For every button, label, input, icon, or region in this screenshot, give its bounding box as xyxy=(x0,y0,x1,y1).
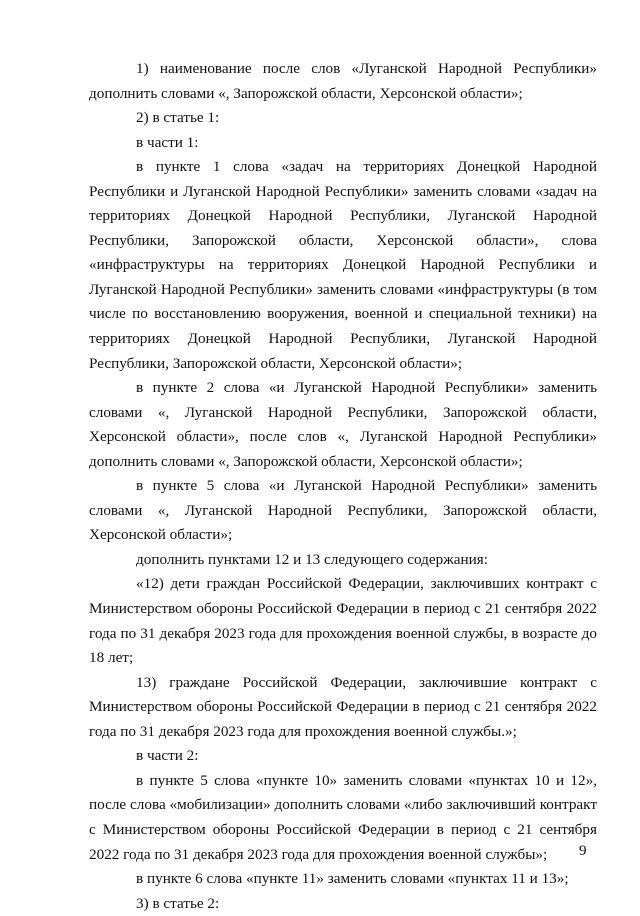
page-number: 9 xyxy=(579,843,587,859)
paragraph-10: в части 2: xyxy=(136,747,199,765)
paragraph-12: в пункте 6 слова «пункте 11» заменить словами «пунктах 11 и 13»; xyxy=(136,870,569,888)
paragraph-11: в пункте 5 слова «пункте 10» заменить словами «пунктах 10 и 12», после слова «мобилизации» дополнить словами «либо заключивший контракт с Министерством обороны Российской Федерации в период с 21 сентября 2022 года по 31 декабря 2023 года для прохождения военной службы»; xyxy=(89,771,597,863)
paragraph-13: 3) в статье 2: xyxy=(136,894,220,912)
document-body xyxy=(89,57,597,916)
paragraph-8: «12) дети граждан Российской Федерации, заключивших контракт с Министерством обороны Российской Федерации в период с 21 сентября 2022 года по 31 декабря 2023 года для прохождения военной службы, в возрасте до 18 лет; xyxy=(89,575,597,667)
paragraph-5: в пункте 2 слова «и Луганской Народной Республики» заменить словами «, Луганской Народной Республики, Запорожской области, Херсонской области», после слов «, Луганской Народной Республики» дополнить словами «, Запорожской области, Херсонской области»; xyxy=(89,379,597,470)
paragraph-3: в части 1: xyxy=(136,133,199,151)
paragraph-6: в пункте 5 слова «и Луганской Народной Республики» заменить словами «, Луганской Народной Республики, Запорожской области, Херсонской области»; xyxy=(89,477,597,544)
paragraph-2: 2) в статье 1: xyxy=(136,109,220,127)
paragraph-7: дополнить пунктами 12 и 13 следующего содержания: xyxy=(136,550,488,568)
paragraph-4: в пункте 1 слова «задач на территориях Донецкой Народной Республики и Луганской Народной Республики» заменить словами «задач на территориях Донецкой Народной Республики, Луганской Народной Республики, Запорожской области, Херсонской области», слова «инфраструктуры на территориях Донецкой Народной Республики и Луганской Народной Республики» заменить словами «инфраструктуры (в том числе по восстановлению вооружения, военной и специальной техники) на территориях Донецкой Народной Республики, Луганской Народной Республики, Запорожской области, Херсонской области»; xyxy=(89,158,597,372)
paragraph-9: 13) граждане Российской Федерации, заключившие контракт с Министерством обороны Российской Федерации в период с 21 сентября 2022 года по 31 декабря 2023 года для прохождения военной службы.»; xyxy=(89,673,597,740)
paragraph-1: 1) наименование после слов «Луганской Народной Республики» дополнить словами «, Запорожской области, Херсонской области»; xyxy=(89,60,597,102)
